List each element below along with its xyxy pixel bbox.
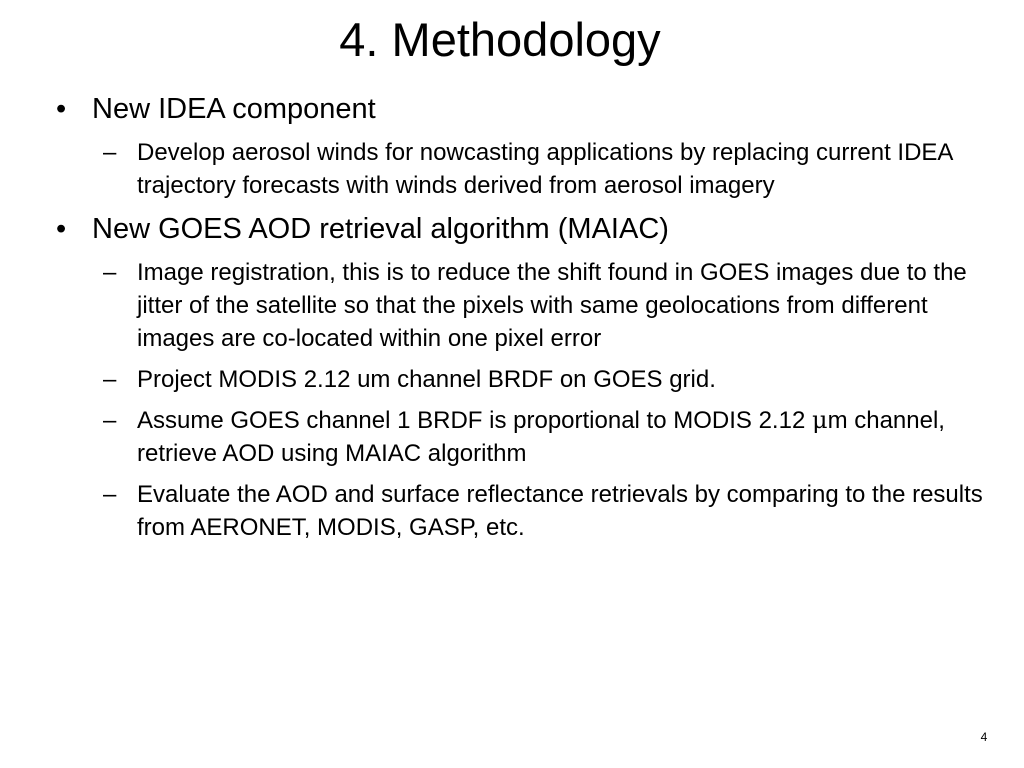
sub-bullet-item [56,404,991,470]
bullet-marker: • [56,93,67,125]
sub-bullet-item [56,256,991,355]
sub-bullet-text: Project MODIS 2.12 um channel BRDF on GOES grid. [137,366,716,393]
bullet-group-goes [56,212,991,544]
sub-bullet-text: Evaluate the AOD and surface reflectance retrievals by comparing to the results from AERONET, MODIS, GASP, etc. [137,481,983,541]
sub-bullet-item [56,136,991,202]
sub-bullet-text-before: Assume GOES channel 1 BRDF is proportional to MODIS 2.12 [137,407,812,434]
bullet-group-idea [56,92,991,202]
sub-bullet-list [56,136,991,202]
bullet-text: New IDEA component [92,93,376,125]
sub-bullet-text: Image registration, this is to reduce the shift found in GOES images due to the jitter of the satellite so that the pixels with same geolocations from different images are co-located within one pixel error [137,259,967,352]
page-number: 4 [980,730,988,744]
sub-bullet-marker: – [103,366,117,393]
bullet-marker: • [56,213,67,245]
sub-bullet-text: Develop aerosol winds for nowcasting applications by replacing current IDEA trajectory forecasts with winds derived from aerosol imagery [137,139,953,199]
sub-bullet-item [56,363,991,396]
bullet-item [56,92,991,126]
sub-bullet-text-after: m channel, retrieve AOD using MAIAC algorithm [137,407,945,467]
sub-bullet-marker: – [103,139,117,166]
sub-bullet-marker: – [103,481,117,508]
bullet-text: New GOES AOD retrieval algorithm (MAIAC) [92,213,669,245]
micro-symbol: μ [811,406,828,434]
sub-bullet-item [56,478,991,544]
sub-bullet-list [56,256,991,544]
bullet-item [56,212,991,246]
sub-bullet-marker: – [103,259,117,286]
sub-bullet-marker: – [103,407,117,434]
slide-title: 4. Methodology [339,13,661,66]
slide-content [56,92,991,554]
